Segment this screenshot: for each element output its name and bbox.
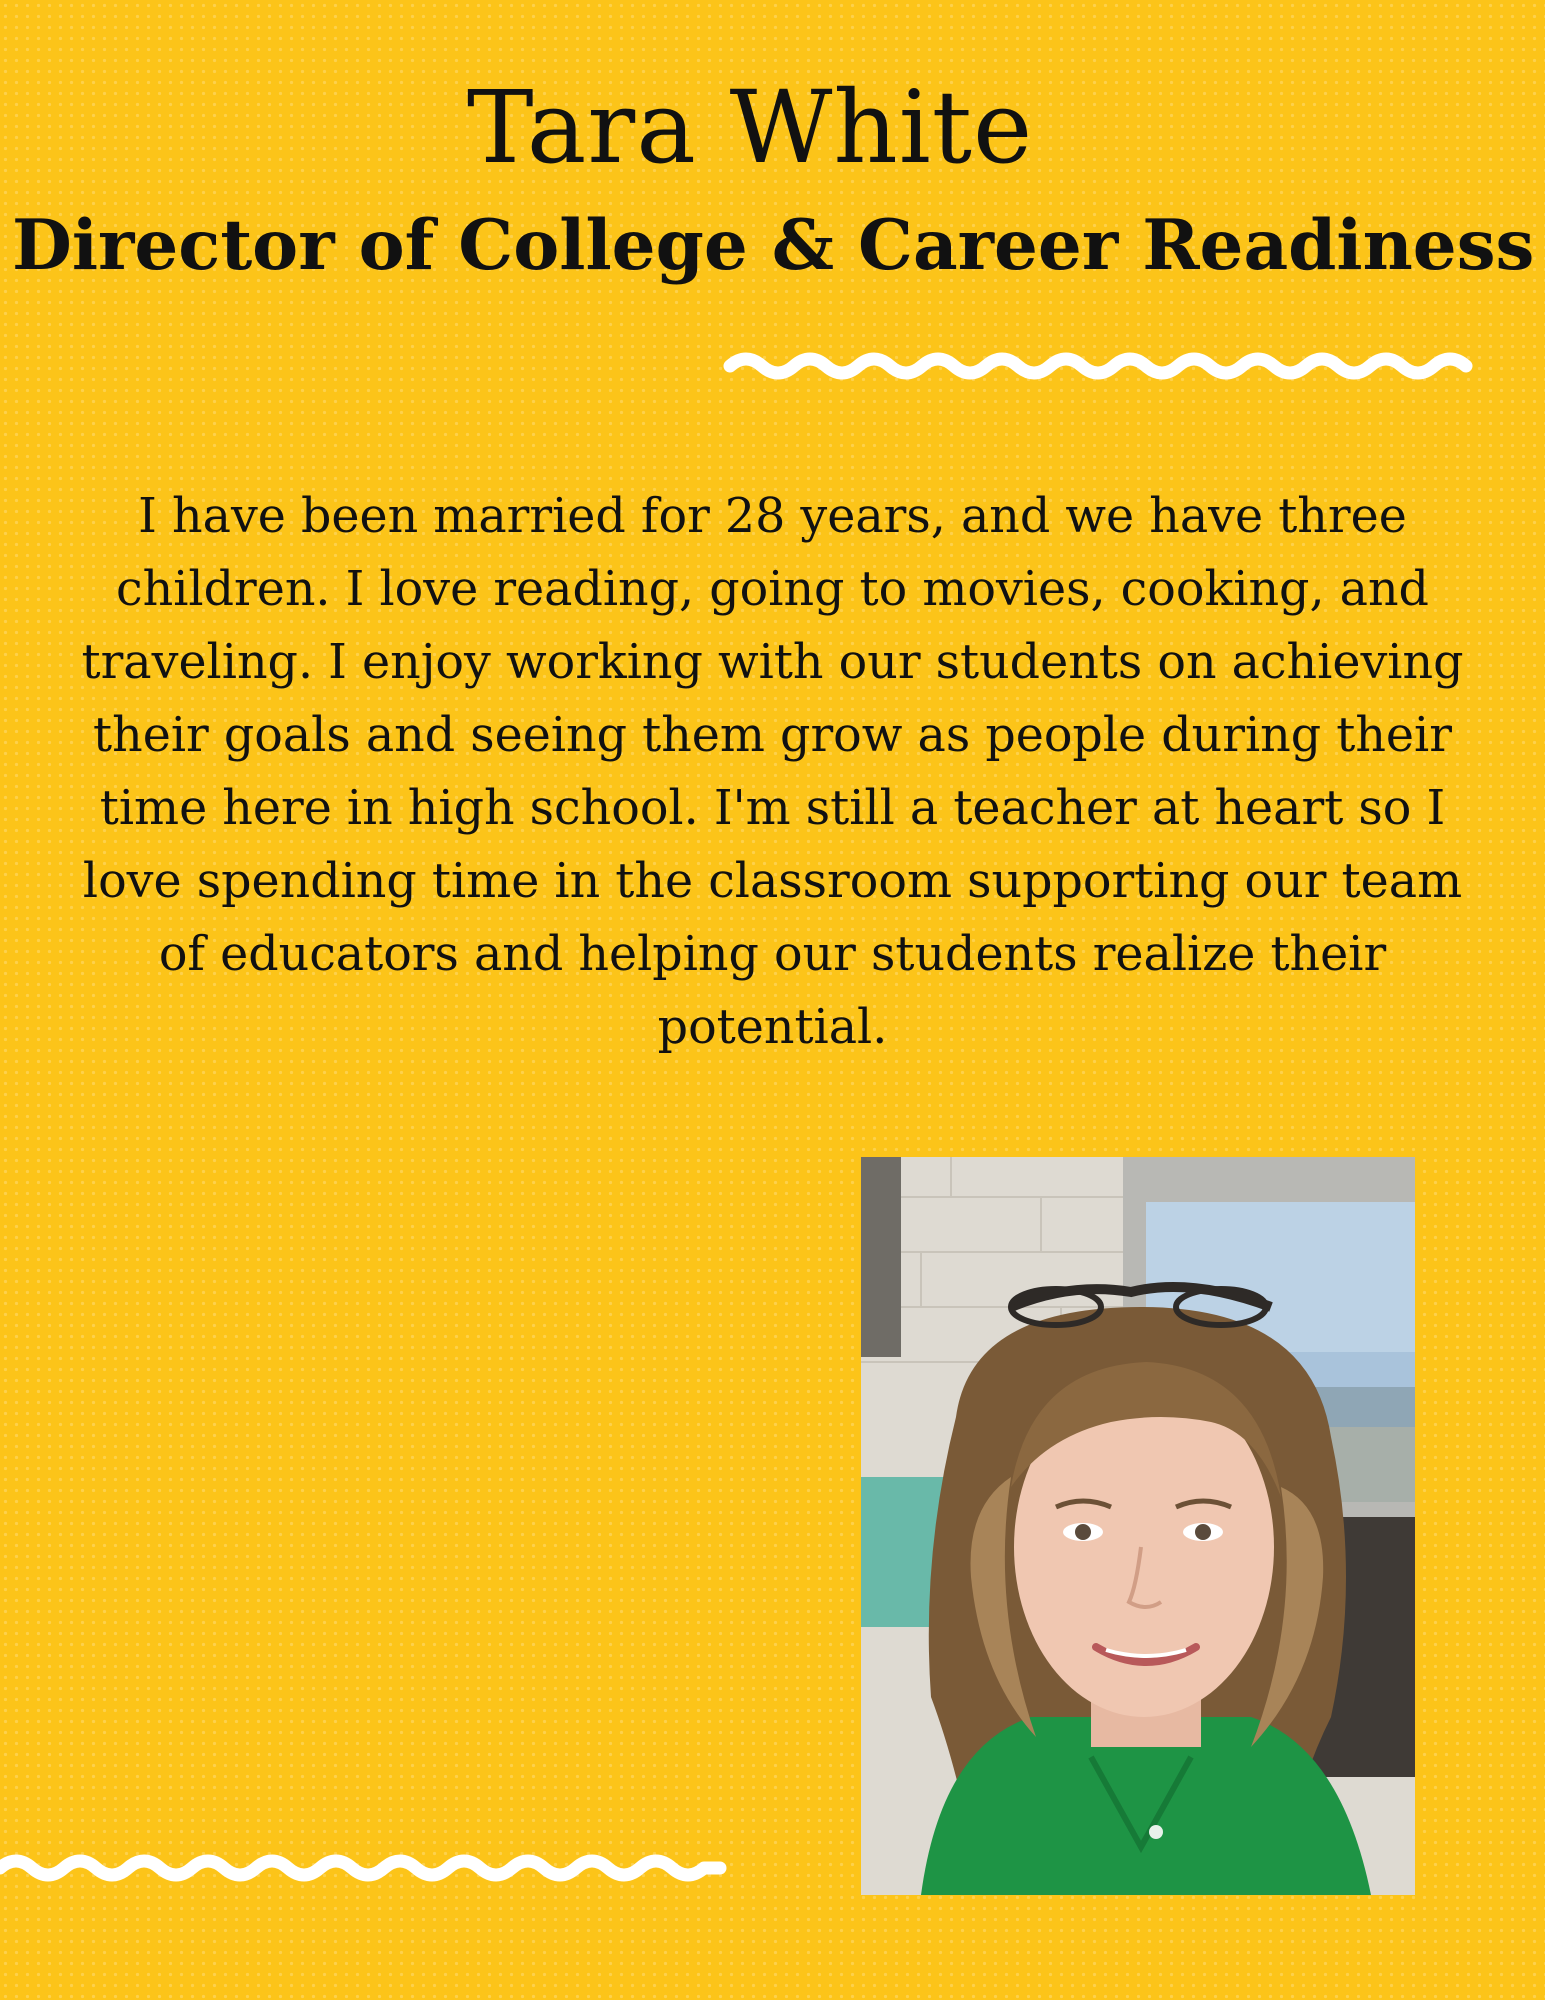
profile-title: Director of College & Career Readiness [12, 205, 1535, 286]
profile-name: Tara White [466, 69, 1034, 186]
profile-bio: I have been married for 28 years, and we have three children. I love reading, going to movies, cooking, and traveling. I enjoy working with our students on achieving their goals and seeing them grow as people during their time here in high school. I'm still a teacher at heart so I love spending time in the classroom supporting our team of educators and helping our students realize their potential. [81, 489, 1464, 1055]
profile-photo [861, 1157, 1415, 1895]
top-wave-decoration [722, 350, 1482, 395]
bottom-wave-decoration [0, 1848, 730, 1893]
portrait-photo-illustration [861, 1157, 1415, 1895]
